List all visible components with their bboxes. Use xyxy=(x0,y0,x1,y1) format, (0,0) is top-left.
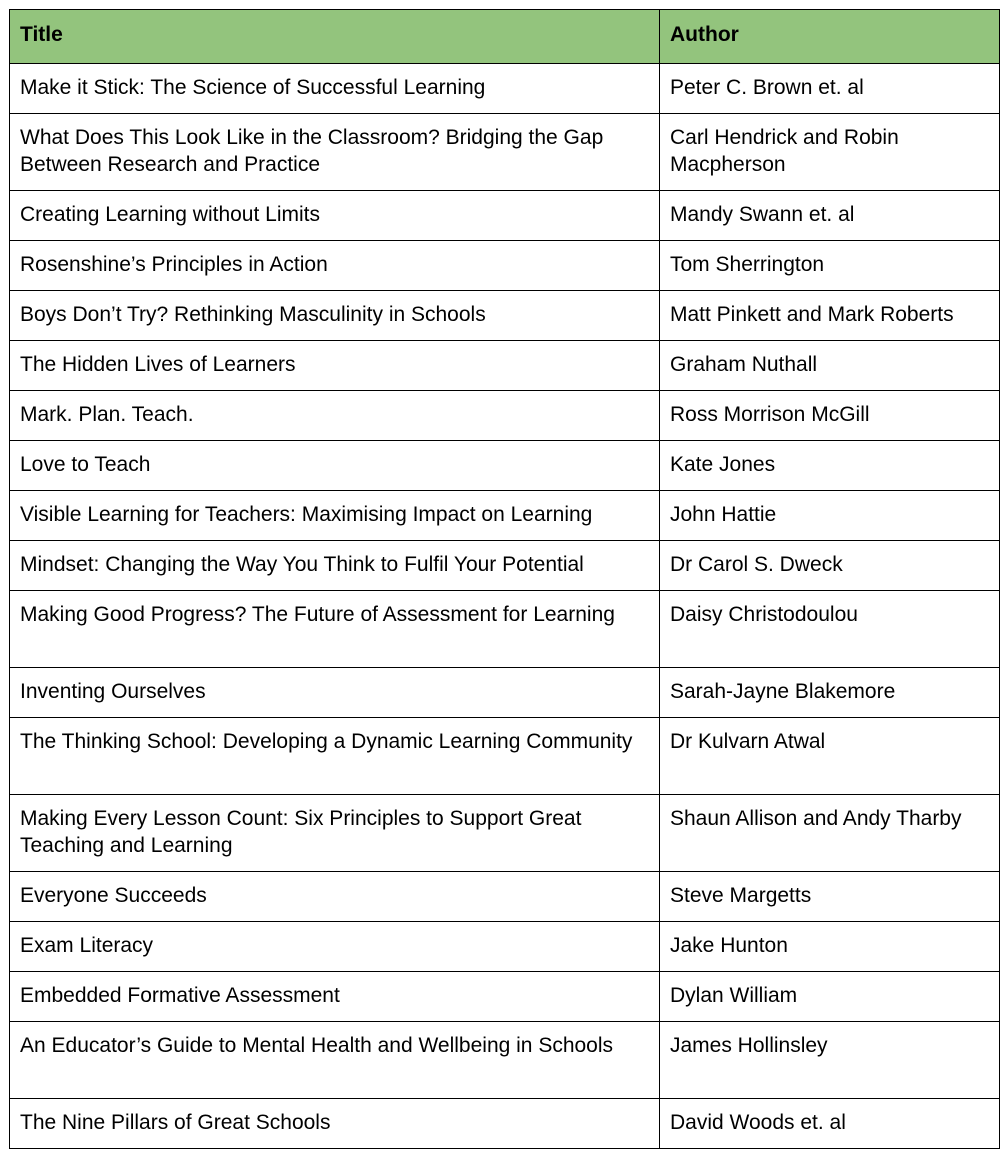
book-author-cell: David Woods et. al xyxy=(660,1099,1000,1149)
book-title-cell: Creating Learning without Limits xyxy=(10,191,660,241)
book-title-cell: Love to Teach xyxy=(10,441,660,491)
table-row xyxy=(10,972,1000,1022)
book-author-cell: Ross Morrison McGill xyxy=(660,391,1000,441)
table-row xyxy=(10,922,1000,972)
book-author-cell: Dr Carol S. Dweck xyxy=(660,541,1000,591)
book-author-cell: Peter C. Brown et. al xyxy=(660,64,1000,114)
book-author-cell: Tom Sherrington xyxy=(660,241,1000,291)
table-row xyxy=(10,872,1000,922)
table-row xyxy=(10,441,1000,491)
book-author-cell: Jake Hunton xyxy=(660,922,1000,972)
book-author-cell: Dr Kulvarn Atwal xyxy=(660,718,1000,795)
book-author-cell: Kate Jones xyxy=(660,441,1000,491)
table-row xyxy=(10,291,1000,341)
table-row xyxy=(10,718,1000,795)
book-author-cell: Daisy Christodoulou xyxy=(660,591,1000,668)
book-author-cell: Graham Nuthall xyxy=(660,341,1000,391)
book-author-cell: Dylan William xyxy=(660,972,1000,1022)
book-title-cell: Boys Don’t Try? Rethinking Masculinity in Schools xyxy=(10,291,660,341)
table-row xyxy=(10,541,1000,591)
book-author-cell: Mandy Swann et. al xyxy=(660,191,1000,241)
book-author-cell: Carl Hendrick and Robin Macpherson xyxy=(660,114,1000,191)
table-row xyxy=(10,64,1000,114)
book-title-cell: An Educator’s Guide to Mental Health and Wellbeing in Schools xyxy=(10,1022,660,1099)
table-row xyxy=(10,391,1000,441)
table-row xyxy=(10,341,1000,391)
book-title-cell: Embedded Formative Assessment xyxy=(10,972,660,1022)
book-title-cell: Making Every Lesson Count: Six Principles to Support Great Teaching and Learning xyxy=(10,795,660,872)
book-title-cell: The Nine Pillars of Great Schools xyxy=(10,1099,660,1149)
book-author-cell: Shaun Allison and Andy Tharby xyxy=(660,795,1000,872)
table-row xyxy=(10,241,1000,291)
book-title-cell: Visible Learning for Teachers: Maximising Impact on Learning xyxy=(10,491,660,541)
book-title-cell: Make it Stick: The Science of Successful Learning xyxy=(10,64,660,114)
table-header-row xyxy=(10,10,1000,64)
column-header-author: Author xyxy=(660,10,1000,64)
book-title-cell: Exam Literacy xyxy=(10,922,660,972)
book-title-cell: Making Good Progress? The Future of Assessment for Learning xyxy=(10,591,660,668)
book-author-cell: Matt Pinkett and Mark Roberts xyxy=(660,291,1000,341)
table-row xyxy=(10,1022,1000,1099)
table-row xyxy=(10,591,1000,668)
book-list-table-container xyxy=(9,9,1000,1149)
book-list-table xyxy=(9,9,1000,1149)
book-author-cell: Steve Margetts xyxy=(660,872,1000,922)
table-row xyxy=(10,191,1000,241)
column-header-title: Title xyxy=(10,10,660,64)
book-title-cell: Mindset: Changing the Way You Think to Fulfil Your Potential xyxy=(10,541,660,591)
book-title-cell: Inventing Ourselves xyxy=(10,668,660,718)
table-row xyxy=(10,1099,1000,1149)
table-row xyxy=(10,668,1000,718)
table-row xyxy=(10,491,1000,541)
book-author-cell: Sarah-Jayne Blakemore xyxy=(660,668,1000,718)
table-row xyxy=(10,795,1000,872)
book-author-cell: James Hollinsley xyxy=(660,1022,1000,1099)
book-title-cell: Rosenshine’s Principles in Action xyxy=(10,241,660,291)
book-title-cell: Mark. Plan. Teach. xyxy=(10,391,660,441)
book-title-cell: What Does This Look Like in the Classroom? Bridging the Gap Between Research and Practice xyxy=(10,114,660,191)
book-title-cell: Everyone Succeeds xyxy=(10,872,660,922)
book-title-cell: The Hidden Lives of Learners xyxy=(10,341,660,391)
book-author-cell: John Hattie xyxy=(660,491,1000,541)
table-row xyxy=(10,114,1000,191)
book-title-cell: The Thinking School: Developing a Dynamic Learning Community xyxy=(10,718,660,795)
